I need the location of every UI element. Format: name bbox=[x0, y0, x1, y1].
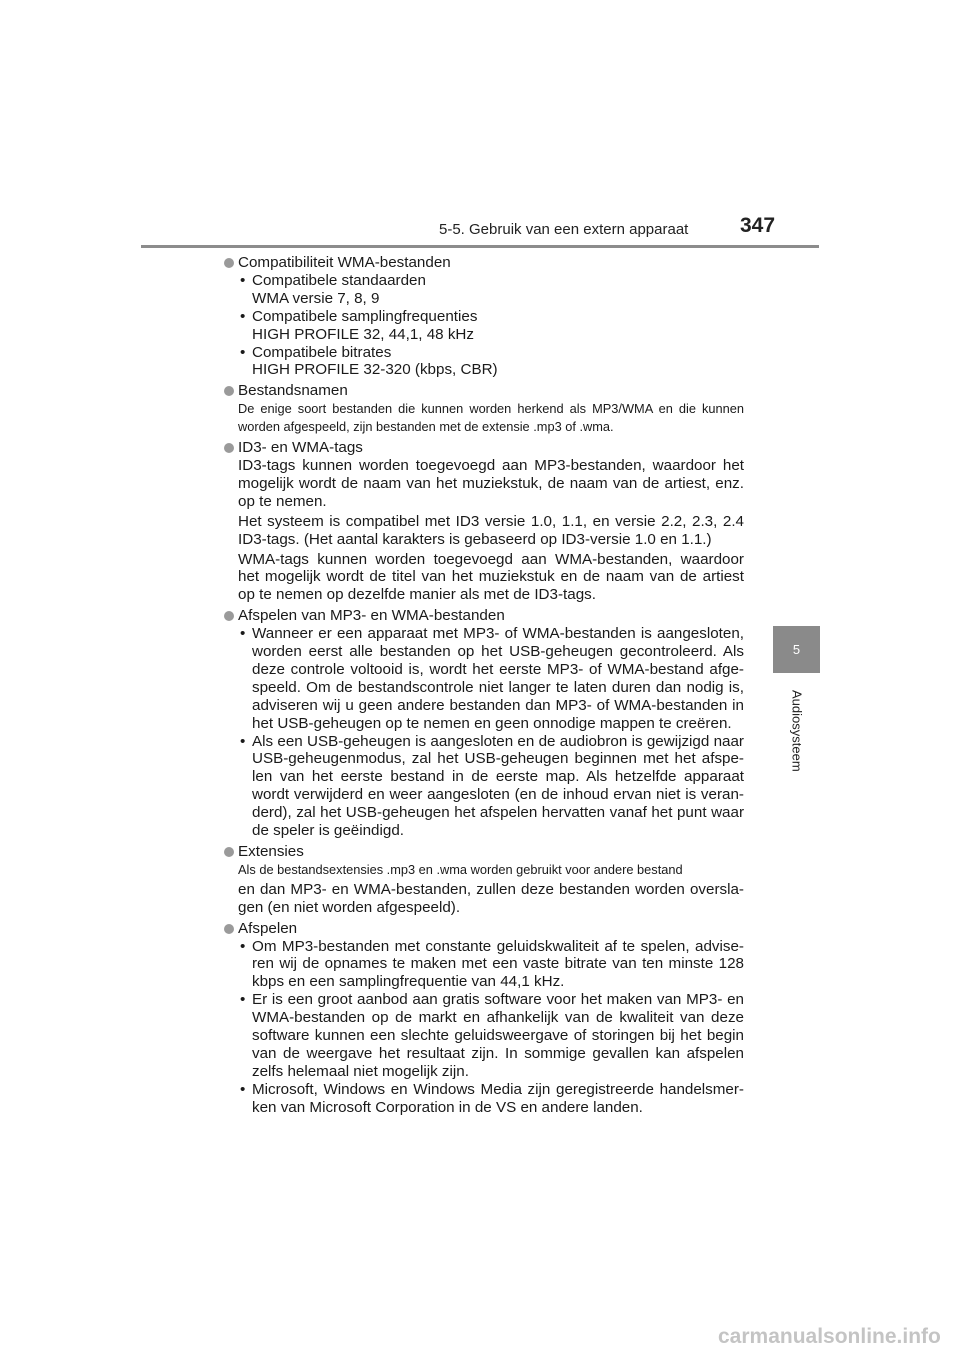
section-extensions bbox=[222, 843, 744, 917]
list-item bbox=[238, 308, 744, 344]
item-label: • Compatibele standaarden bbox=[252, 271, 426, 289]
paragraph: en dan MP3- en WMA-bestanden, zullen deze bestanden worden oversla-gen (en niet worden afgespeeld). bbox=[238, 880, 744, 916]
paragraph: De enige soort bestanden die kunnen worden herkend als MP3/WMA en die kunnen worden afgespeeld, zijn bestanden met de extensie .mp3 of .wma. bbox=[238, 401, 744, 435]
chapter-number: 5 bbox=[792, 642, 801, 657]
section-playback bbox=[222, 920, 744, 1117]
item-value: WMA versie 7, 8, 9 bbox=[252, 289, 380, 307]
item-label: • Compatibele bitrates bbox=[252, 343, 392, 361]
header-rule bbox=[141, 245, 819, 248]
item-value: HIGH PROFILE 32, 44,1, 48 kHz bbox=[252, 325, 474, 343]
bullet-icon bbox=[224, 611, 234, 621]
section-title bbox=[222, 607, 744, 625]
list-item bbox=[238, 344, 744, 380]
section-title-text: Afspelen van MP3- en WMA-bestanden bbox=[238, 607, 505, 625]
list-item: • Als een USB-geheugen is aangesloten en de audiobron is gewijzigd naar USB-geheugenmodus, zal het USB-geheugen beginnen met het afspe-len van het eerste bestand in de eerste map. Als hetzelfde apparaat wordt verwijderd en weer aangesloten (en de inhoud ervan niet is veran-derd), zal het USB-geheugen het afspelen hervatten vanaf het punt waar de speler is geëindigd. bbox=[238, 733, 744, 840]
item-label: • Compatibele samplingfrequenties bbox=[252, 307, 478, 325]
section-title-text: Compatibiliteit WMA-bestanden bbox=[238, 254, 451, 271]
list-item: • Er is een groot aanbod aan gratis software voor het maken van MP3- en WMA-bestanden op de markt en afhankelijk van de kwaliteit van deze software kunnen een slechte geluidsweergave of storingen bij het begin van de weergave het resultaat zijn. In sommige gevallen kan afspelen zelfs helemaal niet mogelijk zijn. bbox=[238, 991, 744, 1081]
running-header-section: 5-5. Gebruik van een extern apparaat bbox=[439, 221, 689, 238]
paragraph: Het systeem is compatibel met ID3 versie 1.0, 1.1, en versie 2.2, 2.3, 2.4 ID3-tags. (Het aantal karakters is gebaseerd op ID3-versie 1.0 en 1.1.) bbox=[238, 512, 744, 548]
section-title bbox=[222, 920, 744, 938]
section-title-text: Bestandsnamen bbox=[238, 382, 348, 400]
bullet-icon bbox=[224, 258, 234, 268]
bullet-icon bbox=[224, 443, 234, 453]
chapter-label: Audiosysteem bbox=[789, 690, 805, 772]
section-filenames bbox=[222, 382, 744, 436]
bullet-icon bbox=[224, 386, 234, 396]
section-title-text: Extensies bbox=[238, 843, 304, 860]
bullet-icon bbox=[224, 847, 234, 857]
item-list bbox=[222, 625, 744, 840]
section-title-text: Afspelen bbox=[238, 919, 298, 937]
paragraph: ID3-tags kunnen worden toegevoegd aan MP3-bestanden, waardoor het mogelijk wordt de naam van het muziekstuk, de naam van de artiest, enz. op te nemen. bbox=[238, 456, 744, 510]
item-list bbox=[222, 272, 744, 379]
section-title bbox=[222, 254, 744, 272]
section-tags bbox=[222, 439, 744, 604]
list-item: • Om MP3-bestanden met constante geluidskwaliteit af te spelen, advise-ren wij de opnames te maken met een vaste bitrate van ten minste 128 kbps en een samplingfrequentie van 44,1 kHz. bbox=[238, 938, 744, 992]
item-value: HIGH PROFILE 32-320 (kbps, CBR) bbox=[252, 361, 498, 379]
list-item: • Microsoft, Windows en Windows Media zijn geregistreerde handelsmer-ken van Microsoft Corporation in de VS en andere landen. bbox=[238, 1081, 744, 1117]
watermark: carmanualsonline.info bbox=[718, 1325, 941, 1348]
chapter-tab bbox=[773, 626, 820, 673]
paragraph: Als de bestandsextensies .mp3 en .wma worden gebruikt voor andere bestand bbox=[238, 861, 683, 877]
paragraph: WMA-tags kunnen worden toegevoegd aan WMA-bestanden, waardoor het mogelijk wordt de titel van het muziekstuk en de naam van de artiest op te nemen op dezelfde manier als met de ID3-tags. bbox=[238, 550, 744, 604]
section-playback-files bbox=[222, 607, 744, 840]
list-item: • Wanneer er een apparaat met MP3- of WMA-bestanden is aangesloten, worden eerst alle bestanden op het USB-geheugen gecontroleerd. Als deze controle voltooid is, wordt het eerste MP3- of WMA-bestand afge-speeld. Om de bestandscontrole niet langer te laten duren dan nodig is, adviseren wij u geen andere bestanden dan MP3- of WMA-bestanden in het USB-geheugen op te nemen en geen onnodige mappen te creëren. bbox=[238, 625, 744, 732]
page-content bbox=[222, 254, 744, 1120]
section-wma-compat bbox=[222, 254, 744, 379]
section-title bbox=[222, 843, 744, 861]
section-title-text: ID3- en WMA-tags bbox=[238, 439, 363, 457]
section-title bbox=[222, 382, 744, 400]
list-item bbox=[238, 272, 744, 308]
page-number: 347 bbox=[740, 214, 776, 237]
item-list bbox=[222, 938, 744, 1117]
bullet-icon bbox=[224, 924, 234, 934]
section-title bbox=[222, 439, 744, 457]
